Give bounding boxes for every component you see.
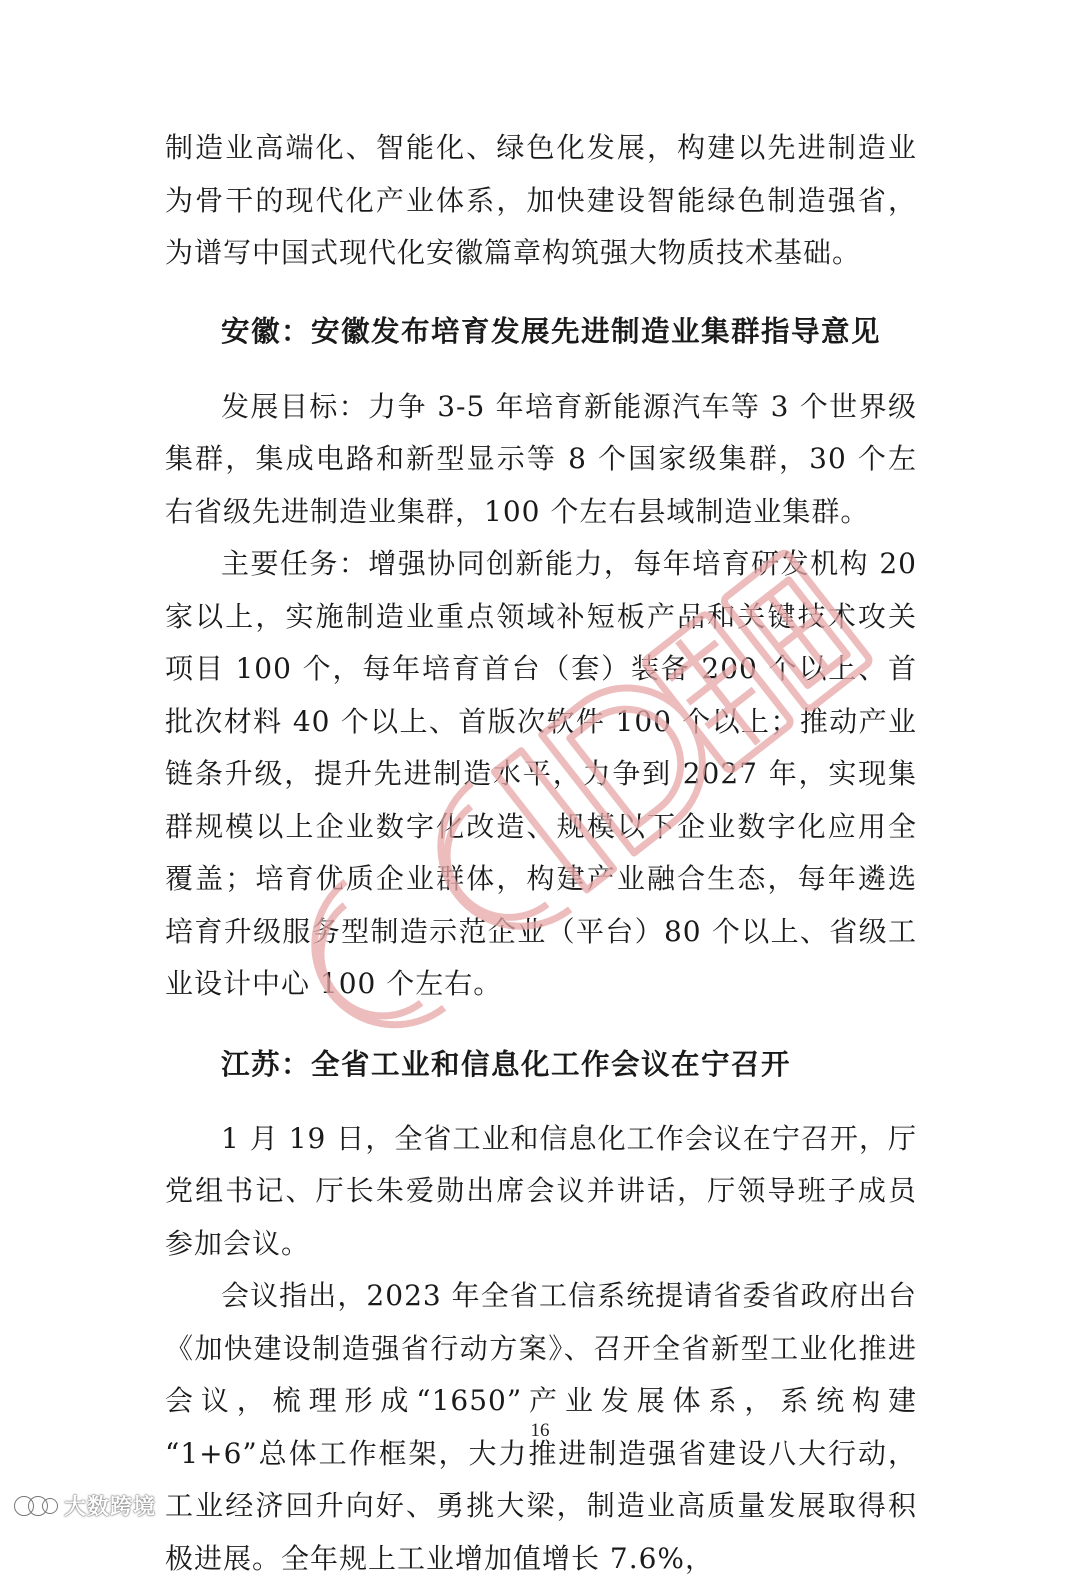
footer-logo-text: 大数跨境 [64, 1495, 157, 1520]
anhui-paragraph-tasks: 主要任务：增强协同创新能力，每年培育研发机构 20 家以上，实施制造业重点领域补短板产品和关键技术攻关项目 100 个，每年培育首台（套）装备 200 个以上、首批次材料 40 个以上、首版次软件 100 个以上；推动产业链条升级，提升先进制造水平，力争到 2027 年，实现集群规模以上企业数字化改造、规模以下企业数字化应用全覆盖；培育优质企业群体，构建产业融合生态，每年遴选培育升级服务型制造示范企业（平台）80 个以上、省级工业设计中心 100 个左右。 [165, 547, 917, 1000]
intro-paragraph: 制造业高端化、智能化、绿色化发展，构建以先进制造业为骨干的现代化产业体系，加快建设智能绿色制造强省，为谱写中国式现代化安徽篇章构筑强大物质技术基础。 [165, 131, 917, 269]
jiangsu-paragraph-meeting: 1 月 19 日，全省工业和信息化工作会议在宁召开，厅党组书记、厅长朱爱勋出席会议并讲话，厅领导班子成员参加会议。 [165, 1121, 917, 1260]
anhui-paragraph-goals: 发展目标：力争 3-5 年培育新能源汽车等 3 个世界级集群，集成电路和新型显示等 8 个国家级集群，30 个左右省级先进制造业集群，100 个左右县域制造业集群。 [165, 389, 917, 528]
section-heading-anhui: 安徽：安徽发布培育发展先进制造业集群指导意见 [221, 313, 882, 348]
footer-logo [12, 1490, 156, 1521]
section-heading-jiangsu: 江苏：全省工业和信息化工作会议在宁召开 [221, 1046, 792, 1081]
page-content [165, 122, 917, 1585]
link-chain-icon [12, 1494, 58, 1518]
jiangsu-paragraph-summary: 会议指出，2023 年全省工信系统提请省委省政府出台《加快建设制造强省行动方案》、召开全省新型工业化推进会议，梳理形成“1650”产业发展体系，系统构建 “1+6”总体工作框架，大力推进制造强省建设八大行动，工业经济回升向好、勇挑大梁，制造业高质量发展取得积极进展。全年规上工业增加值增长 7.6%， [165, 1279, 917, 1575]
page-number: 16 [530, 1420, 550, 1441]
